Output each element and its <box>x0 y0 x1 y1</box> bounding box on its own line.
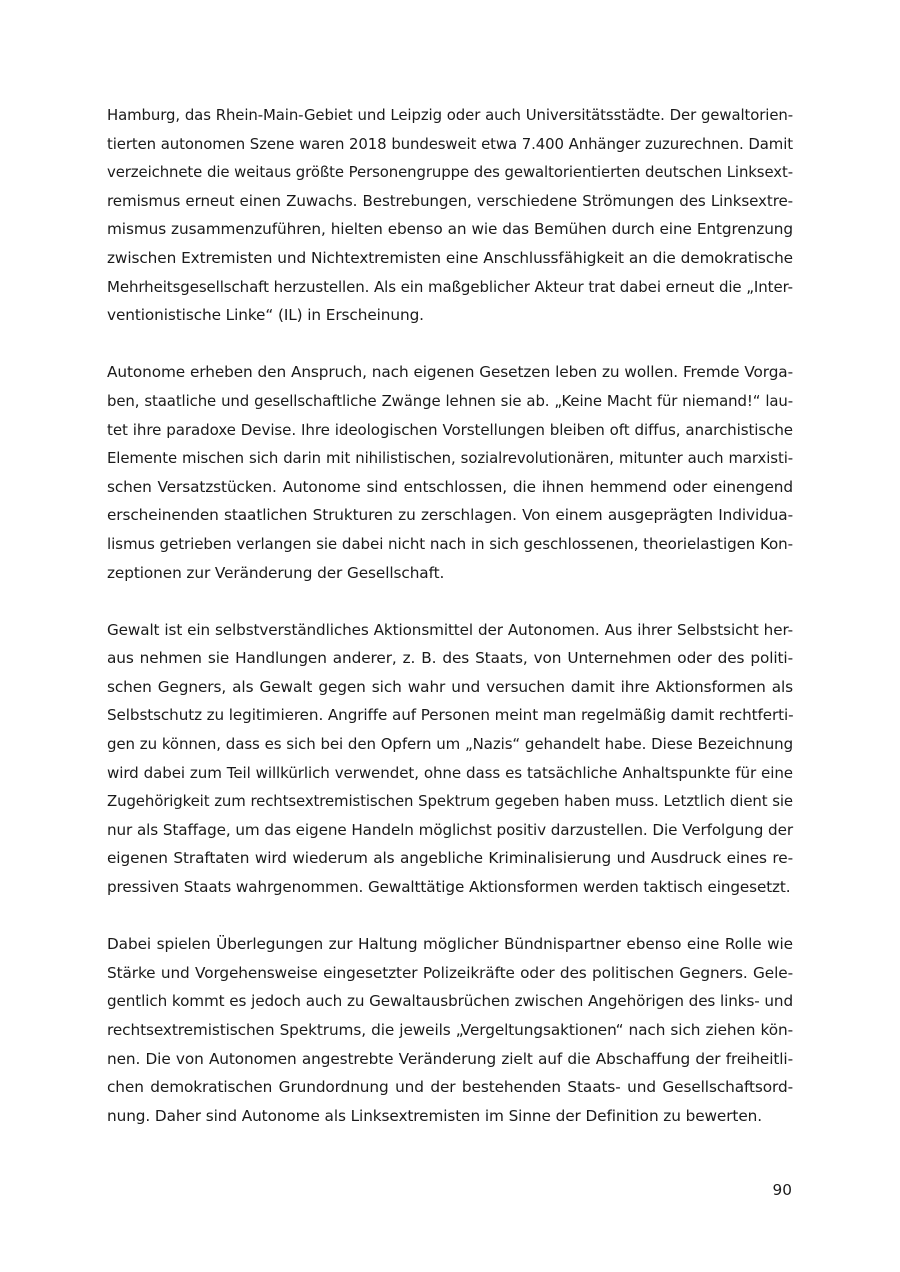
text-line: Gewalt ist ein selbstverständliches Aktionsmittel der Autonomen. Aus ihrer Selbstsicht her- <box>107 620 793 639</box>
text-line: zeptionen zur Veränderung der Gesellschaft. <box>107 563 445 582</box>
text-line: erscheinenden staatlichen Strukturen zu zerschlagen. Von einem ausgeprägten Individua- <box>107 506 793 525</box>
text-line: Dabei spielen Überlegungen zur Haltung möglicher Bündnispartner ebenso eine Rolle wie <box>107 935 793 954</box>
paragraph-3 <box>107 616 793 902</box>
text-line: eigenen Straftaten wird wiederum als angebliche Kriminalisierung und Ausdruck eines re- <box>107 849 793 868</box>
text-line: schen Gegners, als Gewalt gegen sich wahr und versuchen damit ihre Aktionsformen als <box>107 677 793 696</box>
text-line: nung. Daher sind Autonome als Linksextremisten im Sinne der Definition zu bewerten. <box>107 1106 762 1125</box>
text-line: Autonome erheben den Anspruch, nach eigenen Gesetzen leben zu wollen. Fremde Vorga- <box>107 363 793 382</box>
text-line: schen Versatzstücken. Autonome sind entschlossen, die ihnen hemmend oder einengend <box>107 477 793 496</box>
text-line: nur als Staffage, um das eigene Handeln möglichst positiv darzustellen. Die Verfolgung der <box>107 820 793 839</box>
text-line: mismus zusammenzuführen, hielten ebenso an wie das Bemühen durch eine Entgrenzung <box>107 220 793 239</box>
text-line: rechtsextremistischen Spektrums, die jeweils „Vergeltungsaktionen“ nach sich ziehen kön- <box>107 1021 793 1039</box>
body-text <box>107 101 793 1159</box>
text-line: zwischen Extremisten und Nichtextremisten eine Anschlussfähigkeit an die demokratische <box>107 248 793 267</box>
text-line: Selbstschutz zu legitimieren. Angriffe auf Personen meint man regelmäßig damit rechtferti- <box>107 706 794 725</box>
text-line: Zugehörigkeit zum rechtsextremistischen Spektrum gegeben haben muss. Letztlich dient sie <box>107 792 793 811</box>
page-number: 90 <box>772 1181 792 1199</box>
text-line: Elemente mischen sich darin mit nihilistischen, sozialrevolutionären, mitunter auch marxisti- <box>107 449 793 468</box>
paragraph-4 <box>107 930 793 1130</box>
text-line: remismus erneut einen Zuwachs. Bestrebungen, verschiedene Strömungen des Linksextre- <box>107 191 793 210</box>
text-line: nen. Die von Autonomen angestrebte Veränderung zielt auf die Abschaffung der freiheitli- <box>107 1049 793 1068</box>
text-line: ventionistische Linke“ (IL) in Erscheinung. <box>107 306 424 325</box>
paragraph-1 <box>107 101 793 330</box>
text-line: Stärke und Vorgehensweise eingesetzter Polizeikräfte oder des politischen Gegners. Gele- <box>107 963 793 982</box>
text-line: verzeichnete die weitaus größte Personengruppe des gewaltorientierten deutschen Linksext- <box>107 163 793 182</box>
text-line: ben, staatliche und gesellschaftliche Zwänge lehnen sie ab. „Keine Macht für niemand!“ lau- <box>107 391 793 410</box>
text-line: tet ihre paradoxe Devise. Ihre ideologischen Vorstellungen bleiben oft diffus, anarchistische <box>107 420 793 439</box>
text-line: gen zu können, dass es sich bei den Opfern um „Nazis“ gehandelt habe. Diese Bezeichnung <box>107 735 793 754</box>
text-line: tierten autonomen Szene waren 2018 bundesweit etwa 7.400 Anhänger zuzurechnen. Damit <box>107 134 793 153</box>
paragraph-2 <box>107 358 793 587</box>
text-line: gentlich kommt es jedoch auch zu Gewaltausbrüchen zwischen Angehörigen des links- und <box>107 992 793 1011</box>
text-line: lismus getrieben verlangen sie dabei nicht nach in sich geschlossenen, theorielastigen Kon- <box>107 534 793 553</box>
text-line: chen demokratischen Grundordnung und der bestehenden Staats- und Gesellschaftsord- <box>107 1078 793 1097</box>
text-line: wird dabei zum Teil willkürlich verwendet, ohne dass es tatsächliche Anhaltspunkte für eine <box>107 763 793 782</box>
text-line: Hamburg, das Rhein-Main-Gebiet und Leipzig oder auch Universitätsstädte. Der gewaltorien- <box>107 106 793 124</box>
text-line: pressiven Staats wahrgenommen. Gewalttätige Aktionsformen werden taktisch eingesetzt. <box>107 878 791 897</box>
text-line: Mehrheitsgesellschaft herzustellen. Als ein maßgeblicher Akteur trat dabei erneut die „Inter- <box>107 277 793 296</box>
text-line: aus nehmen sie Handlungen anderer, z. B. des Staats, von Unternehmen oder des politi- <box>107 649 793 668</box>
